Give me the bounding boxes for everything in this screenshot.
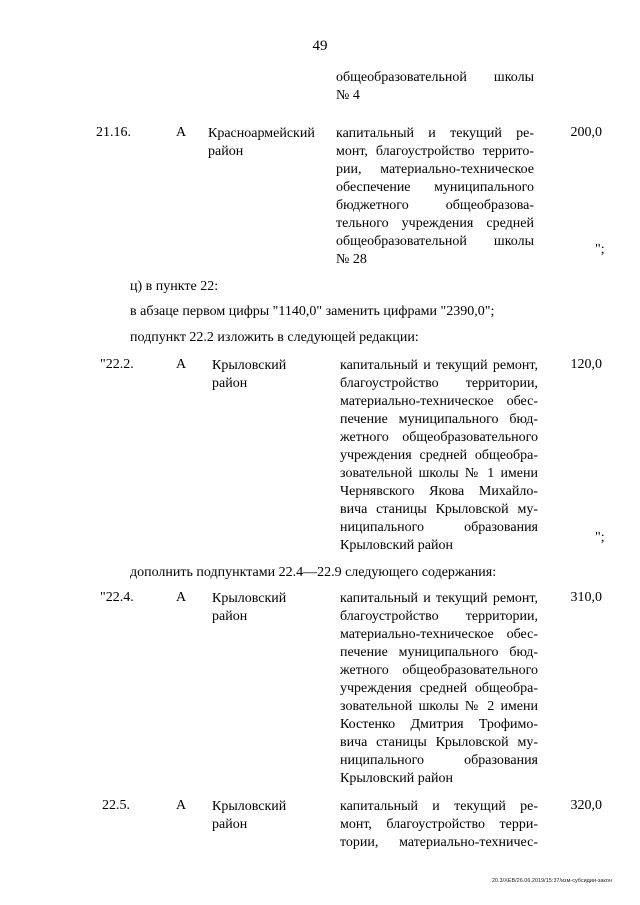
- entry-number: "22.4.: [100, 590, 134, 605]
- desc-line: монт, благоустройство террито-: [336, 144, 534, 159]
- district-line: район: [208, 144, 244, 159]
- carryover-description: [336, 69, 534, 105]
- entry-district: [212, 798, 286, 834]
- entry-category: А: [176, 798, 187, 813]
- desc-line: общеобразовательной школы: [336, 234, 534, 249]
- desc-line: жетного общеобразовательного: [340, 430, 538, 445]
- entry-number: 21.16.: [96, 125, 131, 140]
- desc-line: общеобразовательной школы: [336, 70, 534, 85]
- desc-line: ниципального образования: [340, 753, 538, 768]
- desc-line: Крыловский район: [340, 771, 453, 786]
- district-line: район: [212, 817, 248, 832]
- desc-line: жетного общеобразовательного: [340, 663, 538, 678]
- desc-line: материально-техническое обес-: [340, 627, 538, 642]
- paragraph: ц) в пункте 22:: [130, 279, 219, 294]
- entry-amount: 120,0: [570, 357, 602, 372]
- desc-line: тории, материально-техничес-: [340, 835, 538, 850]
- entry-number: "22.2.: [100, 357, 134, 372]
- district-line: Красноармейский: [208, 126, 315, 141]
- desc-line: монт, благоустройство терри-: [340, 817, 538, 832]
- desc-line: капитальный и текущий ремонт,: [340, 591, 538, 606]
- desc-line: Костенко Дмитрия Трофимо-: [340, 717, 538, 732]
- desc-line: благоустройство территории,: [340, 376, 538, 391]
- entry-amount: 200,0: [570, 125, 602, 140]
- entry-number: 22.5.: [102, 798, 130, 813]
- district-line: Крыловский: [212, 799, 287, 814]
- district-line: район: [212, 609, 248, 624]
- desc-line: вича станицы Крыловской му-: [340, 502, 538, 517]
- desc-line: Крыловский район: [340, 538, 453, 553]
- entry-district: [212, 590, 286, 626]
- desc-line: благоустройство территории,: [340, 609, 538, 624]
- district-line: Крыловский: [212, 358, 287, 373]
- entry-description: [340, 590, 538, 788]
- desc-line: бюджетного общеобразова-: [336, 198, 534, 213]
- desc-line: № 28: [336, 252, 367, 267]
- document-footer: 20.3/ХЕВ/26.06.2019/15:37/изм-субсидии-закон: [491, 878, 612, 884]
- desc-line: печение муниципального бюд-: [340, 412, 538, 427]
- desc-line: зовательной школы № 2 имени: [340, 699, 538, 714]
- entry-district: [208, 125, 315, 161]
- entry-category: А: [176, 590, 187, 605]
- entry-closing-mark: ";: [595, 242, 605, 257]
- desc-line: печение муниципального бюд-: [340, 645, 538, 660]
- desc-line: ниципального образования: [340, 520, 538, 535]
- desc-line: Чернявского Якова Михайло-: [340, 484, 538, 499]
- paragraph: дополнить подпунктами 22.4—22.9 следующего содержания:: [130, 565, 497, 580]
- desc-line: учреждения средней общеобра-: [340, 681, 538, 696]
- entry-amount: 320,0: [570, 798, 602, 813]
- entry-description: [340, 357, 538, 555]
- desc-line: капитальный и текущий ре-: [336, 126, 534, 141]
- page-number: 49: [312, 38, 328, 54]
- entry-closing-mark: ";: [595, 530, 605, 545]
- desc-line: учреждения средней общеобра-: [340, 448, 538, 463]
- desc-line: обеспечение муниципального: [336, 180, 534, 195]
- entry-category: А: [176, 125, 187, 140]
- desc-line: капитальный и текущий ремонт,: [340, 358, 538, 373]
- desc-line: зовательной школы № 1 имени: [340, 466, 538, 481]
- desc-line: капитальный и текущий ре-: [340, 799, 538, 814]
- district-line: Крыловский: [212, 591, 287, 606]
- desc-line: рии, материально-техническое: [336, 162, 534, 177]
- desc-line: № 4: [336, 88, 360, 103]
- entry-district: [212, 357, 286, 393]
- entry-category: А: [176, 357, 187, 372]
- entry-amount: 310,0: [570, 590, 602, 605]
- entry-description: [340, 798, 538, 852]
- entry-description: [336, 125, 534, 269]
- desc-line: вича станицы Крыловской му-: [340, 735, 538, 750]
- paragraph: подпункт 22.2 изложить в следующей редакции:: [130, 330, 419, 345]
- desc-line: материально-техническое обес-: [340, 394, 538, 409]
- paragraph: в абзаце первом цифры "1140,0" заменить цифрами "2390,0";: [130, 304, 495, 319]
- district-line: район: [212, 376, 248, 391]
- desc-line: тельного учреждения средней: [336, 216, 534, 231]
